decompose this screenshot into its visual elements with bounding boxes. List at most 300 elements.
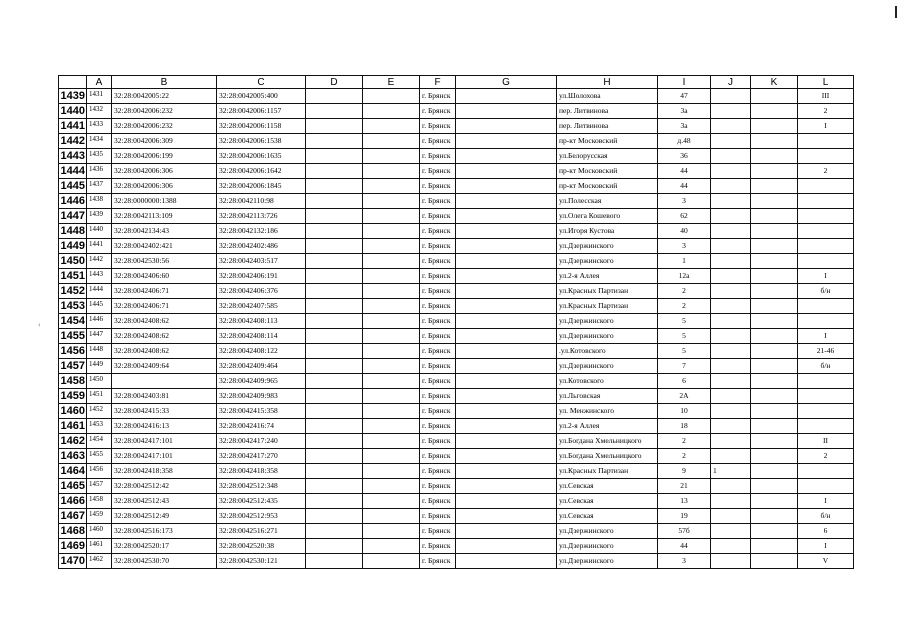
cell-c[interactable]: 32:28:0042415:358 [217,404,306,419]
cell-f[interactable]: г. Брянск [420,404,456,419]
cell-i[interactable]: 2А [658,389,711,404]
cell-a[interactable]: 1437 [87,179,112,194]
cell-c[interactable]: 32:28:0042516:271 [217,524,306,539]
cell-g[interactable] [456,239,557,254]
column-header-k[interactable]: K [751,76,798,89]
cell-a[interactable]: 1455 [87,449,112,464]
cell-a[interactable]: 1462 [87,554,112,569]
row-number[interactable]: 1470 [59,554,87,569]
cell-b[interactable]: 32:28:0042134:43 [112,224,217,239]
cell-b[interactable]: 32:28:0042417:101 [112,449,217,464]
cell-l[interactable] [798,419,854,434]
cell-c[interactable]: 32:28:0042417:240 [217,434,306,449]
cell-d[interactable] [306,224,363,239]
cell-g[interactable] [456,464,557,479]
cell-b[interactable]: 32:28:0042409:64 [112,359,217,374]
cell-c[interactable]: 32:28:0042403:517 [217,254,306,269]
row-number[interactable]: 1447 [59,209,87,224]
cell-j[interactable] [711,269,751,284]
cell-c[interactable]: 32:28:0042418:358 [217,464,306,479]
cell-g[interactable] [456,494,557,509]
cell-j[interactable] [711,209,751,224]
cell-f[interactable]: г. Брянск [420,284,456,299]
cell-h[interactable]: ул.Олега Кошевого [557,209,658,224]
cell-i[interactable]: 57б [658,524,711,539]
cell-k[interactable] [751,434,798,449]
cell-f[interactable]: г. Брянск [420,134,456,149]
cell-c[interactable]: 32:28:0042409:983 [217,389,306,404]
cell-k[interactable] [751,389,798,404]
cell-g[interactable] [456,329,557,344]
cell-f[interactable]: г. Брянск [420,329,456,344]
corner-header[interactable] [59,76,87,89]
cell-i[interactable]: 5 [658,344,711,359]
cell-k[interactable] [751,254,798,269]
cell-j[interactable] [711,329,751,344]
cell-l[interactable] [798,374,854,389]
cell-h[interactable]: ул.Богдана Хмельницкого [557,434,658,449]
cell-k[interactable] [751,194,798,209]
cell-l[interactable] [798,254,854,269]
cell-f[interactable]: г. Брянск [420,194,456,209]
cell-c[interactable]: 32:28:0042409:464 [217,359,306,374]
cell-d[interactable] [306,374,363,389]
cell-k[interactable] [751,359,798,374]
cell-e[interactable] [363,509,420,524]
cell-h[interactable]: ул.Красных Партизан [557,299,658,314]
cell-e[interactable] [363,149,420,164]
cell-d[interactable] [306,494,363,509]
cell-h[interactable]: пр-кт Московский [557,179,658,194]
column-header-b[interactable]: B [112,76,217,89]
cell-h[interactable]: ул.Дзержинского [557,329,658,344]
cell-k[interactable] [751,449,798,464]
cell-j[interactable] [711,164,751,179]
cell-i[interactable]: 5 [658,329,711,344]
cell-h[interactable]: ул.Дзержинского [557,359,658,374]
cell-i[interactable]: 40 [658,224,711,239]
cell-d[interactable] [306,464,363,479]
cell-f[interactable]: г. Брянск [420,389,456,404]
cell-i[interactable]: 3 [658,194,711,209]
cell-i[interactable]: 3 [658,239,711,254]
cell-i[interactable]: д.48 [658,134,711,149]
cell-i[interactable]: 3а [658,104,711,119]
cell-e[interactable] [363,419,420,434]
row-number[interactable]: 1442 [59,134,87,149]
cell-e[interactable] [363,239,420,254]
cell-i[interactable]: 44 [658,179,711,194]
cell-b[interactable]: 32:28:0042512:42 [112,479,217,494]
cell-d[interactable] [306,404,363,419]
cell-f[interactable]: г. Брянск [420,374,456,389]
cell-f[interactable]: г. Брянск [420,164,456,179]
row-number[interactable]: 1458 [59,374,87,389]
row-number[interactable]: 1439 [59,89,87,104]
cell-i[interactable]: 2 [658,284,711,299]
cell-g[interactable] [456,524,557,539]
cell-g[interactable] [456,314,557,329]
cell-e[interactable] [363,164,420,179]
cell-j[interactable] [711,239,751,254]
cell-a[interactable]: 1434 [87,134,112,149]
cell-f[interactable]: г. Брянск [420,89,456,104]
cell-g[interactable] [456,134,557,149]
cell-b[interactable]: 32:28:0042512:49 [112,509,217,524]
cell-d[interactable] [306,524,363,539]
cell-j[interactable] [711,359,751,374]
row-number[interactable]: 1453 [59,299,87,314]
cell-e[interactable] [363,119,420,134]
cell-c[interactable]: 32:28:0042006:1158 [217,119,306,134]
cell-g[interactable] [456,554,557,569]
cell-j[interactable] [711,194,751,209]
cell-g[interactable] [456,104,557,119]
cell-b[interactable]: 32:28:0042416:13 [112,419,217,434]
column-header-e[interactable]: E [363,76,420,89]
cell-i[interactable]: 7 [658,359,711,374]
cell-j[interactable] [711,539,751,554]
cell-l[interactable]: б/н [798,359,854,374]
cell-d[interactable] [306,389,363,404]
column-header-i[interactable]: I [658,76,711,89]
cell-c[interactable]: 32:28:0042006:1157 [217,104,306,119]
cell-c[interactable]: 32:28:0042512:435 [217,494,306,509]
cell-e[interactable] [363,299,420,314]
cell-h[interactable]: ул.Красных Партизан [557,284,658,299]
row-number[interactable]: 1445 [59,179,87,194]
cell-h[interactable]: ул.Льговская [557,389,658,404]
cell-e[interactable] [363,359,420,374]
cell-a[interactable]: 1453 [87,419,112,434]
cell-i[interactable]: 10 [658,404,711,419]
cell-c[interactable]: 32:28:0042113:726 [217,209,306,224]
cell-e[interactable] [363,344,420,359]
cell-b[interactable]: 32:28:0042530:56 [112,254,217,269]
cell-j[interactable] [711,479,751,494]
cell-l[interactable] [798,224,854,239]
cell-j[interactable] [711,104,751,119]
cell-g[interactable] [456,404,557,419]
cell-c[interactable]: 32:28:0042006:1642 [217,164,306,179]
cell-h[interactable]: пер. Литвинова [557,119,658,134]
cell-l[interactable] [798,314,854,329]
cell-a[interactable]: 1431 [87,89,112,104]
cell-a[interactable]: 1444 [87,284,112,299]
cell-l[interactable] [798,299,854,314]
cell-j[interactable] [711,524,751,539]
cell-l[interactable] [798,479,854,494]
cell-k[interactable] [751,554,798,569]
cell-g[interactable] [456,359,557,374]
cell-b[interactable]: 32:28:0042403:81 [112,389,217,404]
cell-i[interactable]: 2 [658,434,711,449]
cell-k[interactable] [751,284,798,299]
cell-j[interactable] [711,134,751,149]
cell-g[interactable] [456,149,557,164]
cell-l[interactable] [798,389,854,404]
cell-f[interactable]: г. Брянск [420,464,456,479]
cell-h[interactable]: ул.Дзержинского [557,554,658,569]
cell-e[interactable] [363,449,420,464]
cell-h[interactable]: ул.Дзержинского [557,539,658,554]
cell-l[interactable] [798,179,854,194]
cell-c[interactable]: 32:28:0042512:953 [217,509,306,524]
cell-k[interactable] [751,344,798,359]
cell-c[interactable]: 32:28:0042408:113 [217,314,306,329]
cell-d[interactable] [306,254,363,269]
cell-d[interactable] [306,554,363,569]
cell-b[interactable]: 32:28:0042415:33 [112,404,217,419]
cell-h[interactable]: пр-кт Московский [557,164,658,179]
row-number[interactable]: 1455 [59,329,87,344]
cell-f[interactable]: г. Брянск [420,539,456,554]
cell-h[interactable]: ул.Севская [557,494,658,509]
cell-a[interactable]: 1447 [87,329,112,344]
cell-k[interactable] [751,209,798,224]
row-number[interactable]: 1461 [59,419,87,434]
cell-f[interactable]: г. Брянск [420,509,456,524]
cell-f[interactable]: г. Брянск [420,179,456,194]
cell-d[interactable] [306,419,363,434]
cell-g[interactable] [456,284,557,299]
cell-j[interactable] [711,419,751,434]
cell-k[interactable] [751,314,798,329]
cell-k[interactable] [751,494,798,509]
cell-b[interactable]: 32:28:0042530:70 [112,554,217,569]
column-header-d[interactable]: D [306,76,363,89]
cell-h[interactable]: ул.Севская [557,479,658,494]
cell-e[interactable] [363,374,420,389]
cell-a[interactable]: 1459 [87,509,112,524]
row-number[interactable]: 1456 [59,344,87,359]
cell-f[interactable]: г. Брянск [420,254,456,269]
cell-a[interactable]: 1438 [87,194,112,209]
cell-g[interactable] [456,389,557,404]
cell-g[interactable] [456,434,557,449]
cell-h[interactable]: ул.Котовского [557,374,658,389]
column-header-l[interactable]: L [798,76,854,89]
cell-l[interactable]: I [798,494,854,509]
cell-l[interactable]: 6 [798,524,854,539]
cell-g[interactable] [456,374,557,389]
cell-c[interactable]: 32:28:0042406:376 [217,284,306,299]
cell-c[interactable]: 32:28:0042512:348 [217,479,306,494]
cell-h[interactable]: ул.Дзержинского [557,239,658,254]
cell-d[interactable] [306,344,363,359]
cell-j[interactable] [711,89,751,104]
cell-a[interactable]: 1442 [87,254,112,269]
cell-g[interactable] [456,509,557,524]
cell-g[interactable] [456,269,557,284]
cell-e[interactable] [363,224,420,239]
cell-a[interactable]: 1458 [87,494,112,509]
cell-i[interactable]: 62 [658,209,711,224]
cell-h[interactable]: ул.Дзержинского [557,524,658,539]
cell-b[interactable]: 32:28:0042006:309 [112,134,217,149]
cell-j[interactable] [711,374,751,389]
cell-b[interactable]: 32:28:0042006:199 [112,149,217,164]
cell-k[interactable] [751,269,798,284]
cell-a[interactable]: 1452 [87,404,112,419]
row-number[interactable]: 1449 [59,239,87,254]
cell-g[interactable] [456,479,557,494]
cell-i[interactable]: 1 [658,254,711,269]
cell-b[interactable]: 32:28:0042402:421 [112,239,217,254]
cell-b[interactable]: 32:28:0042006:232 [112,104,217,119]
cell-d[interactable] [306,434,363,449]
cell-j[interactable] [711,254,751,269]
row-number[interactable]: 1448 [59,224,87,239]
cell-d[interactable] [306,149,363,164]
cell-b[interactable]: 32:28:0042406:60 [112,269,217,284]
cell-a[interactable]: 1441 [87,239,112,254]
row-number[interactable]: 1450 [59,254,87,269]
row-number[interactable]: 1462 [59,434,87,449]
cell-j[interactable] [711,509,751,524]
cell-k[interactable] [751,419,798,434]
cell-f[interactable]: г. Брянск [420,554,456,569]
cell-a[interactable]: 1456 [87,464,112,479]
cell-l[interactable]: 21-46 [798,344,854,359]
cell-e[interactable] [363,104,420,119]
row-number[interactable]: 1440 [59,104,87,119]
row-number[interactable]: 1469 [59,539,87,554]
cell-h[interactable]: ул.Красных Партизан [557,464,658,479]
cell-a[interactable]: 1448 [87,344,112,359]
cell-i[interactable]: 44 [658,164,711,179]
cell-d[interactable] [306,179,363,194]
cell-g[interactable] [456,209,557,224]
cell-k[interactable] [751,89,798,104]
cell-a[interactable]: 1432 [87,104,112,119]
row-number[interactable]: 1446 [59,194,87,209]
cell-f[interactable]: г. Брянск [420,479,456,494]
cell-c[interactable]: 32:28:0042407:585 [217,299,306,314]
cell-h[interactable]: пр-кт Московский [557,134,658,149]
cell-i[interactable]: 9 [658,464,711,479]
cell-b[interactable]: 32:28:0042005:22 [112,89,217,104]
cell-b[interactable]: 32:28:0042520:17 [112,539,217,554]
cell-a[interactable]: 1457 [87,479,112,494]
cell-a[interactable]: 1433 [87,119,112,134]
cell-g[interactable] [456,344,557,359]
cell-i[interactable]: 3 [658,554,711,569]
cell-c[interactable]: 32:28:0042006:1845 [217,179,306,194]
cell-d[interactable] [306,314,363,329]
cell-k[interactable] [751,404,798,419]
cell-e[interactable] [363,179,420,194]
cell-h[interactable]: ул.2-я Аллея [557,419,658,434]
cell-g[interactable] [456,164,557,179]
cell-l[interactable] [798,194,854,209]
cell-e[interactable] [363,434,420,449]
cell-f[interactable]: г. Брянск [420,239,456,254]
cell-i[interactable]: 2 [658,299,711,314]
cell-b[interactable]: 32:28:0042006:232 [112,119,217,134]
row-number[interactable]: 1464 [59,464,87,479]
row-number[interactable]: 1457 [59,359,87,374]
row-number[interactable]: 1444 [59,164,87,179]
cell-f[interactable]: г. Брянск [420,344,456,359]
cell-h[interactable]: ул.Богдана Хмельницкого [557,449,658,464]
cell-l[interactable]: I [798,269,854,284]
cell-l[interactable]: II [798,434,854,449]
cell-l[interactable]: б/н [798,509,854,524]
cell-b[interactable]: 32:28:0042006:306 [112,179,217,194]
cell-f[interactable]: г. Брянск [420,434,456,449]
cell-f[interactable]: г. Брянск [420,359,456,374]
cell-e[interactable] [363,539,420,554]
cell-g[interactable] [456,449,557,464]
cell-k[interactable] [751,524,798,539]
cell-a[interactable]: 1440 [87,224,112,239]
cell-d[interactable] [306,194,363,209]
cell-b[interactable]: 32:28:0042418:358 [112,464,217,479]
cell-h[interactable]: .ул.Котовского [557,344,658,359]
cell-c[interactable]: 32:28:0042110:98 [217,194,306,209]
cell-a[interactable]: 1435 [87,149,112,164]
cell-i[interactable]: 21 [658,479,711,494]
cell-j[interactable]: 1 [711,464,751,479]
cell-e[interactable] [363,494,420,509]
cell-c[interactable]: 32:28:0042006:1635 [217,149,306,164]
cell-c[interactable]: 32:28:0042402:486 [217,239,306,254]
cell-i[interactable]: 5 [658,314,711,329]
cell-i[interactable]: 47 [658,89,711,104]
cell-d[interactable] [306,209,363,224]
cell-e[interactable] [363,269,420,284]
row-number[interactable]: 1443 [59,149,87,164]
cell-c[interactable]: 32:28:0042409:965 [217,374,306,389]
cell-h[interactable]: ул.Полесская [557,194,658,209]
cell-j[interactable] [711,404,751,419]
cell-b[interactable]: 32:28:0042113:109 [112,209,217,224]
cell-h[interactable]: ул.Севская [557,509,658,524]
cell-c[interactable]: 32:28:0042005:400 [217,89,306,104]
cell-i[interactable]: 44 [658,539,711,554]
cell-g[interactable] [456,194,557,209]
cell-k[interactable] [751,149,798,164]
cell-i[interactable]: 2 [658,449,711,464]
cell-j[interactable] [711,314,751,329]
row-number[interactable]: 1452 [59,284,87,299]
cell-k[interactable] [751,374,798,389]
cell-l[interactable]: I [798,539,854,554]
cell-e[interactable] [363,464,420,479]
cell-a[interactable]: 1445 [87,299,112,314]
cell-d[interactable] [306,164,363,179]
cell-f[interactable]: г. Брянск [420,449,456,464]
cell-b[interactable]: 32:28:0042006:306 [112,164,217,179]
cell-l[interactable]: 2 [798,164,854,179]
row-number[interactable]: 1451 [59,269,87,284]
cell-g[interactable] [456,89,557,104]
cell-l[interactable] [798,149,854,164]
cell-e[interactable] [363,329,420,344]
cell-h[interactable]: ул.Дзержинского [557,254,658,269]
cell-j[interactable] [711,494,751,509]
cell-c[interactable]: 32:28:0042006:1538 [217,134,306,149]
cell-k[interactable] [751,479,798,494]
cell-a[interactable]: 1439 [87,209,112,224]
cell-l[interactable] [798,209,854,224]
cell-g[interactable] [456,179,557,194]
cell-d[interactable] [306,269,363,284]
cell-f[interactable]: г. Брянск [420,314,456,329]
cell-b[interactable]: 32:28:0042408:62 [112,344,217,359]
cell-l[interactable]: I [798,119,854,134]
